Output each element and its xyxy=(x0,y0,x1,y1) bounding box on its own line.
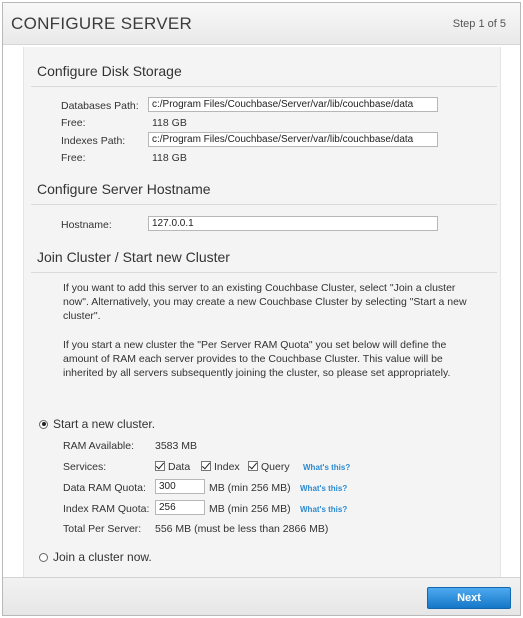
data-service-label: Data xyxy=(168,461,191,473)
data-service-checkbox[interactable] xyxy=(155,461,165,471)
services-label: Services: xyxy=(63,461,107,473)
indexes-path-label: Indexes Path: xyxy=(61,135,126,147)
join-cluster-radio[interactable] xyxy=(39,553,48,562)
data-ram-quota-label: Data RAM Quota: xyxy=(63,482,146,494)
divider xyxy=(31,204,497,205)
index-ram-whats-this-link[interactable]: What's this? xyxy=(300,505,348,514)
ram-available-value: 3583 MB xyxy=(155,440,198,452)
query-service-label: Query xyxy=(261,461,290,473)
indexes-free-label: Free: xyxy=(61,152,86,164)
ram-available-label: RAM Available: xyxy=(63,440,135,452)
total-per-server-label: Total Per Server: xyxy=(63,523,142,535)
index-ram-quota-label: Index RAM Quota: xyxy=(63,503,150,515)
start-new-cluster-option[interactable] xyxy=(39,417,155,431)
next-button[interactable]: Next xyxy=(427,587,511,609)
index-ram-quota-hint: MB (min 256 MB) xyxy=(209,503,291,515)
start-new-cluster-label: Start a new cluster. xyxy=(53,417,156,431)
databases-free-value: 118 GB xyxy=(152,117,187,129)
total-per-server-value: 556 MB (must be less than 2866 MB) xyxy=(155,523,329,535)
wizard-header xyxy=(3,3,520,45)
index-ram-quota-input[interactable] xyxy=(155,500,205,515)
hostname-label: Hostname: xyxy=(61,219,112,231)
step-indicator: Step 1 of 5 xyxy=(452,18,506,30)
hostname-input[interactable] xyxy=(148,216,438,231)
index-service-checkbox[interactable] xyxy=(201,461,211,471)
cluster-heading: Join Cluster / Start new Cluster xyxy=(37,249,230,265)
ram-quota-paragraph: If you start a new cluster the "Per Server RAM Quota" you set below will define the amount of RAM each server provides to the Couchbase Cluster. This value will be inherited by all servers subsequently joining the cluster, so please set appropriately. xyxy=(63,339,451,379)
databases-path-label: Databases Path: xyxy=(61,100,139,112)
page-title: CONFIGURE SERVER xyxy=(11,14,193,33)
disk-storage-heading: Configure Disk Storage xyxy=(37,63,182,79)
query-service-checkbox[interactable] xyxy=(248,461,258,471)
databases-free-label: Free: xyxy=(61,117,86,129)
start-new-cluster-radio[interactable] xyxy=(39,420,48,429)
databases-path-input[interactable] xyxy=(148,97,438,112)
hostname-heading: Configure Server Hostname xyxy=(37,181,211,197)
index-service-label: Index xyxy=(214,461,240,473)
services-whats-this-link[interactable]: What's this? xyxy=(303,463,351,472)
divider xyxy=(31,86,497,87)
divider xyxy=(31,272,497,273)
data-ram-quota-input[interactable] xyxy=(155,479,205,494)
join-cluster-option[interactable] xyxy=(39,550,152,564)
configure-server-window xyxy=(2,2,521,616)
indexes-path-input[interactable] xyxy=(148,132,438,147)
data-ram-quota-hint: MB (min 256 MB) xyxy=(209,482,291,494)
join-cluster-label: Join a cluster now. xyxy=(53,550,152,564)
wizard-footer xyxy=(3,577,520,615)
indexes-free-value: 118 GB xyxy=(152,152,187,164)
cluster-intro-paragraph: If you want to add this server to an existing Couchbase Cluster, select "Join a cluster now". Alternatively, you may create a new Couchbase Cluster by selecting "Start a new cluster". xyxy=(63,282,467,322)
data-ram-whats-this-link[interactable]: What's this? xyxy=(300,484,348,493)
